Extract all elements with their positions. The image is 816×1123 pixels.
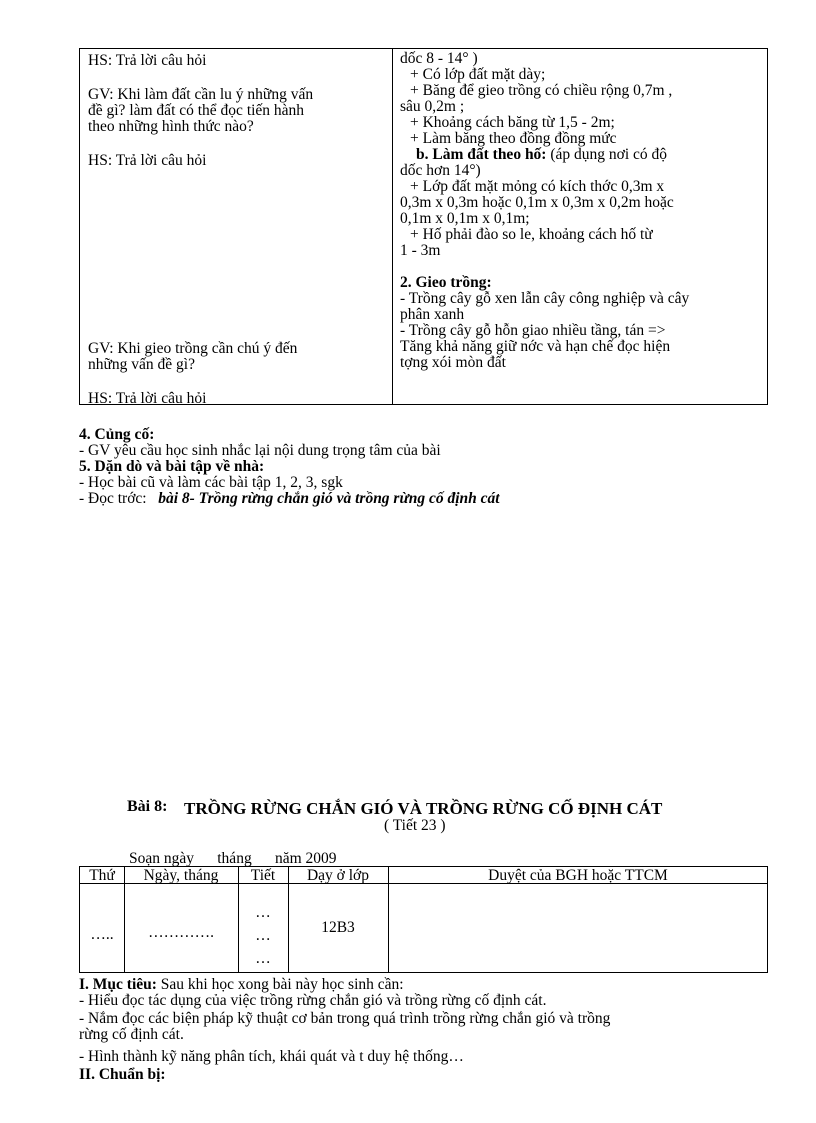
objectives-line [79,977,404,993]
objective-2-cont: rừng cố định cát. [79,1026,184,1043]
right-line-7 [416,147,667,163]
hole-method-heading: b. Làm đất theo hố: [416,146,547,163]
cell-date: …………. [148,924,214,941]
table-divider [392,49,393,404]
left-line-7: những vấn đề gì? [88,356,195,373]
cell-period-3: … [255,950,271,967]
objectives-intro: Sau khi học xong bài này học sinh cần: [156,976,404,993]
right-line-18: Tăng khả năng giữ nớc và hạn chế đọc hiện [400,338,671,355]
right-line-3: + Băng để gieo trồng có chiều rộng 0,7m , [410,82,673,99]
header-class: Dạy ở lớp [306,867,370,884]
right-line-16: phân xanh [400,306,465,323]
right-line-13: 1 - 3m [400,242,441,259]
right-line-1: dốc 8 - 14° ) [400,50,478,67]
left-line-5: HS: Trả lời câu hỏi [88,152,207,169]
left-line-1: HS: Trả lời câu hỏi [88,52,207,69]
left-line-4: theo những hình thức nào? [88,118,254,135]
read-ahead-lesson: bài 8- Trồng rừng chắn gió và trồng rừng cố định cát [158,490,500,507]
right-line-2: + Có lớp đất mặt dày; [410,66,546,83]
header-thu: Thứ [89,867,115,884]
cell-thu: ….. [90,926,114,943]
homework-line-2 [79,491,500,507]
prep-date: Soạn ngày tháng năm 2009 [129,850,337,867]
lesson-label: Bài 8: [127,798,168,815]
right-line-9: + Lớp đất mặt mỏng có kích thớc 0,3m x [410,178,665,195]
lesson-title: TRỒNG RỪNG CHẮN GIÓ VÀ TRỒNG RỪNG CỐ ĐỊNH CÁT [184,799,663,818]
homework-line-1: - Học bài cũ và làm các bài tập 1, 2, 3, sgk [79,474,343,491]
right-line-17: - Trồng cây gỗ hỗn giao nhiều tầng, tán => [400,322,666,339]
left-line-3: đề gì? làm đất có thể đọc tiến hành [88,102,305,119]
objective-1: - Hiểu đọc tác dụng của việc trồng rừng chắn gió và trồng rừng cố định cát. [79,992,547,1009]
objectives-heading: I. Mục tiêu: [79,976,157,993]
lesson-period: ( Tiết 23 ) [384,817,446,834]
objective-2: - Nắm đọc các biện pháp kỹ thuật cơ bản trong quá trình trồng rừng chắn gió và trồng [79,1010,611,1027]
right-line-12: + Hố phải đào so le, khoảng cách hố từ [410,226,653,243]
cell-class: 12B3 [321,919,355,936]
consolidation-heading: 4. Củng cố: [79,426,155,443]
read-ahead-prefix: - Đọc trớc: [79,490,159,507]
right-line-4: sâu 0,2m ; [400,98,465,115]
right-line-10: 0,3m x 0,3m hoặc 0,1m x 0,3m x 0,2m hoặc [400,194,674,211]
right-line-6: + Làm băng theo đồng đồng mức [410,130,617,147]
header-date: Ngày, tháng [143,867,219,884]
header-approval: Duyệt của BGH hoặc TTCM [488,867,668,884]
cell-period-2: … [255,927,271,944]
lesson-activity-table [79,48,768,405]
hole-method-note: (áp dụng nơi có độ [546,146,668,163]
preparation-heading: II. Chuẩn bị: [79,1066,166,1083]
left-line-6: GV: Khi gieo trồng cần chú ý đến [88,340,298,357]
schedule-table [79,866,768,973]
left-line-2: GV: Khi làm đất cần lu ý những vấn [88,86,314,103]
cell-period-1: … [255,904,271,921]
right-line-11: 0,1m x 0,1m x 0,1m; [400,210,530,227]
right-line-15: - Trồng cây gỗ xen lẫn cây công nghiệp và cây [400,290,690,307]
consolidation-line: - GV yêu cầu học sinh nhắc lại nội dung trọng tâm của bài [79,442,441,459]
homework-heading: 5. Dặn dò và bài tập về nhà: [79,458,265,475]
right-line-8: dốc hơn 14°) [400,162,481,179]
sowing-heading: 2. Gieo trồng: [400,274,492,291]
objective-3: - Hình thành kỹ năng phân tích, khái quát và t duy hệ thống… [79,1048,464,1065]
left-line-8: HS: Trả lời câu hỏi [88,390,207,407]
header-period: Tiết [250,867,276,884]
right-line-5: + Khoảng cách băng từ 1,5 - 2m; [410,114,615,131]
right-line-19: tợng xói mòn đất [400,354,506,371]
